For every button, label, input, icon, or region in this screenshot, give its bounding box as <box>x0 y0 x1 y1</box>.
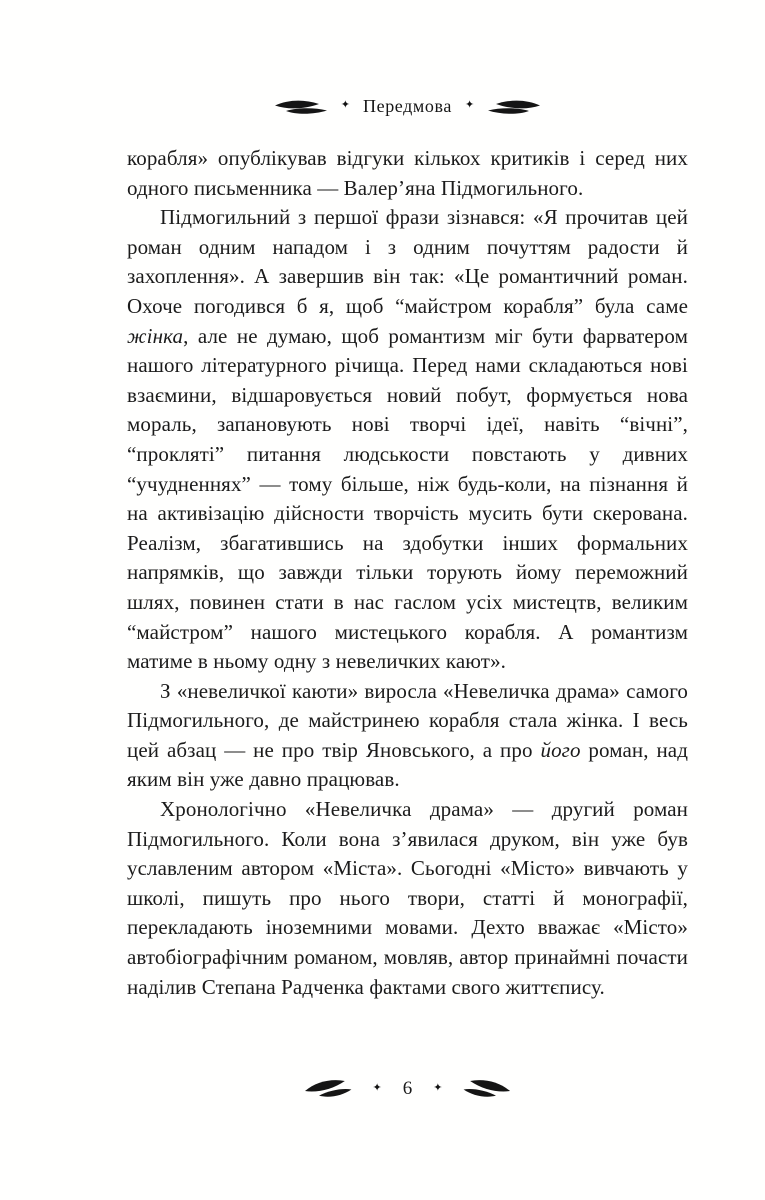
chapter-header <box>127 96 688 117</box>
diamond-icon: ✦ <box>433 1081 443 1094</box>
diamond-icon: ✦ <box>340 99 351 111</box>
page-footer <box>127 1078 688 1100</box>
text-run: Підмогильний з першої фрази зізнався: «Я прочитав цей роман одним нападом і з одним почуттям радости й захоплення». А завершив він так: «Це романтичний роман. Охоче погодився б я, щоб “майстром корабля” була саме <box>127 205 688 318</box>
leaf-ornament-icon <box>487 98 541 115</box>
diamond-icon: ✦ <box>372 1081 382 1094</box>
text-run: корабля» опублікував відгуки кількох критиків і серед них одного письменника — Валер’яна Підмогильного. <box>127 146 688 200</box>
leaf-ornament-icon <box>302 1074 353 1104</box>
page-number: 6 <box>402 1078 413 1099</box>
leaf-ornament-icon <box>274 98 328 115</box>
text-run: Хронологічно «Невеличка драма» — другий роман Підмогильного. Коли вона з’явилася друком, він уже був уславленим автором «Міста». Сьогодні «Місто» вивчають у школі, пишуть про нього твори, статті й монографії, перекладають іноземними мовами. Дехто вважає «Місто» автобіографічним романом, мовляв, автор принаймні почасти наділив Степана Радченка фактами свого життєпису. <box>127 797 688 999</box>
text-run: , але не думаю, щоб романтизм міг бути фарватером нашого літературного річища. Перед нами складаються нові взаємини, відшаровується новий побут, формується нова мораль, запановують нові творчі ідеї, навіть “вічні”, “прокляті” питання людськости повстають у дивних “учудненнях” — тому більше, ніж будь-коли, на пізнання й на активізацію дійсности творчість мусить бути скерована. Реалізм, збагатившись на здобутки інших формальних напрямків, що завжди тільки торують йому переможний шлях, повинен стати в нас гаслом усіх мистецтв, великим “майстром” нашого мистецького корабля. А романтизм матиме в ньому одну з невеличких кают». <box>127 323 688 674</box>
text-run: З «невеличкої каюти» виросла «Невеличка драма» самого Підмогильного, де майстринею корабля стала жінка. І весь цей абзац — не про твір Яновського, а про <box>127 678 688 762</box>
paragraph <box>127 795 688 1002</box>
paragraph <box>127 677 688 795</box>
text-block <box>127 144 688 1002</box>
chapter-title: Передмова <box>363 96 452 116</box>
paragraph <box>127 144 688 203</box>
diamond-icon: ✦ <box>464 99 475 111</box>
page-content <box>127 0 688 1002</box>
text-run: роман, над яким він уже давно працював. <box>127 737 688 792</box>
leaf-ornament-icon <box>462 1074 513 1104</box>
italic-text-run: жінка <box>127 323 184 348</box>
paragraph <box>127 203 688 677</box>
italic-text-run: його <box>540 737 581 762</box>
